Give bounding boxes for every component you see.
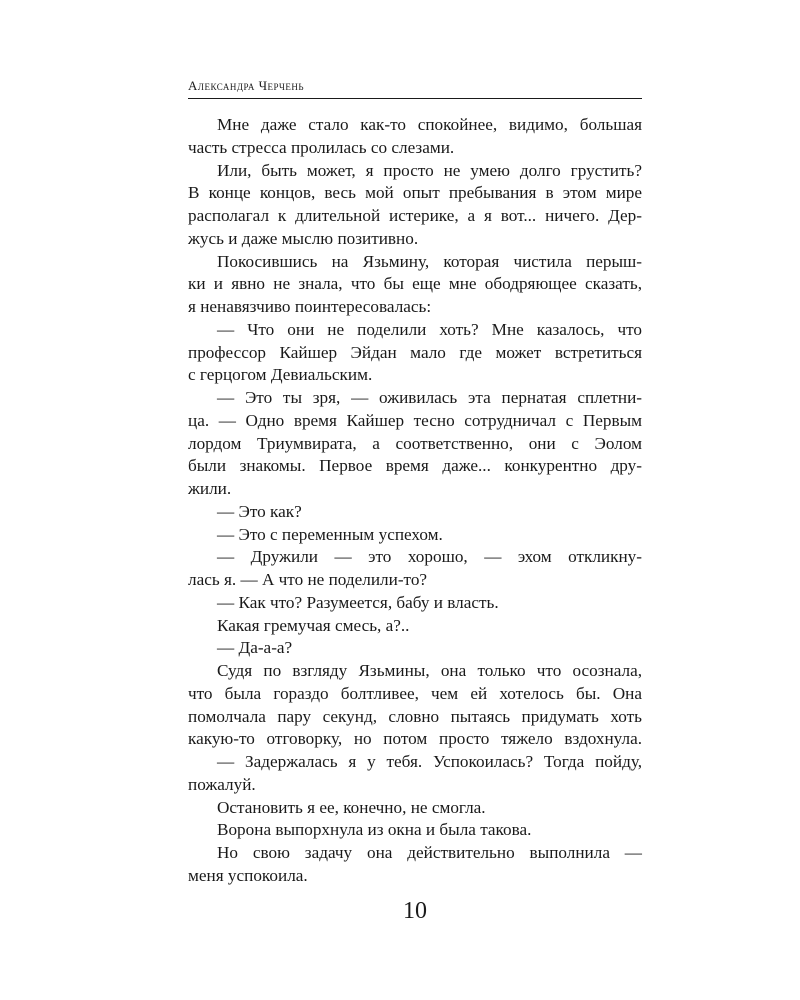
body-text: [188, 114, 642, 888]
text-line: Ворона выпорхнула из окна и была такова.: [217, 820, 532, 840]
text-line: меня успокоила.: [188, 865, 308, 885]
page-number: 10: [403, 898, 427, 924]
text-line: Мне даже стало как-то спокойнее, видимо, большая: [217, 115, 642, 134]
text-line: пожалуй.: [188, 774, 256, 794]
text-line: Какая гремучая смесь, а?..: [217, 615, 410, 635]
text-line: часть стресса пролилась со слезами.: [188, 137, 455, 157]
text-line: Судя по взгляду Язьмины, она только что осознала,: [217, 661, 642, 680]
text-line: — Это с переменным успехом.: [217, 524, 443, 544]
running-head: Александра Черчень: [188, 78, 305, 93]
text-line: были знакомы. Первое время даже... конкурентно дру-: [188, 456, 642, 476]
text-line: профессор Кайшер Эйдан мало где может встретиться: [188, 342, 642, 362]
header-rule: [188, 98, 642, 99]
text-line: — Это ты зря, — оживилась эта пернатая сплетни-: [217, 388, 642, 407]
text-line: какую-то отговорку, но потом просто тяжело вздохнула.: [188, 729, 642, 749]
text-line: — Как что? Разумеется, бабу и власть.: [217, 592, 499, 612]
text-line: Или, быть может, я просто не умею долго грустить?: [217, 160, 642, 180]
text-line: Остановить я ее, конечно, не смогла.: [217, 797, 486, 817]
text-line: лордом Триумвирата, а соответственно, они с Эолом: [188, 433, 642, 453]
text-line: — Да-а-а?: [217, 638, 293, 658]
text-line: жили.: [188, 479, 232, 498]
text-line: лась я. — А что не поделили-то?: [188, 570, 428, 589]
text-line: Покосившись на Язьмину, которая чистила перыш-: [217, 251, 642, 271]
text-line: я ненавязчиво поинтересовалась:: [188, 297, 432, 316]
text-line: располагал к длительной истерике, а я вот... ничего. Дер-: [188, 206, 642, 225]
text-line: Но свою задачу она действительно выполнила —: [217, 843, 642, 862]
text-line: помолчала пару секунд, словно пытаясь придумать хоть: [188, 706, 642, 726]
text-line: — Дружили — это хорошо, — эхом откликну-: [217, 547, 642, 567]
text-line: — Что они не поделили хоть? Мне казалось, что: [217, 319, 642, 339]
text-line: жусь и даже мыслю позитивно.: [188, 228, 419, 248]
text-line: что была гораздо болтливее, чем ей хотелось бы. Она: [188, 683, 642, 703]
text-line: — Задержалась я у тебя. Успокоилась? Тогда пойду,: [217, 752, 642, 771]
text-line: ца. — Одно время Кайшер тесно сотрудничал с Первым: [188, 410, 642, 430]
text-line: с герцогом Девиальским.: [188, 365, 373, 385]
text-line: В конце концов, весь мой опыт пребывания в этом мире: [188, 183, 642, 203]
text-line: — Это как?: [217, 501, 302, 521]
text-line: ки и явно не знала, что бы еще мне ободряющее сказать,: [188, 274, 642, 294]
